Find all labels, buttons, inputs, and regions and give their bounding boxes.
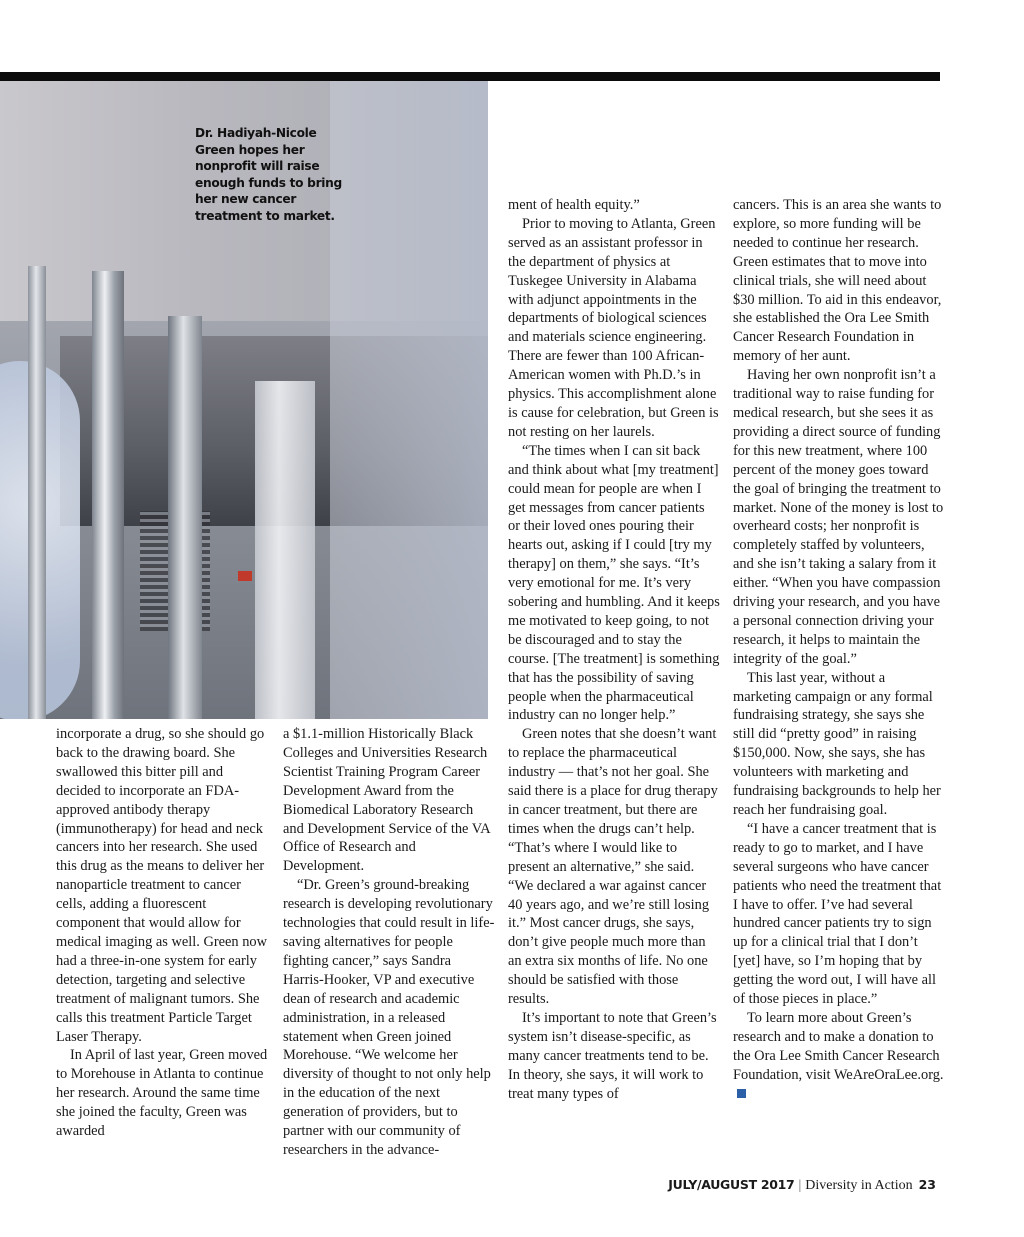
photo-metal-rod (28, 266, 46, 719)
paragraph: It’s important to note that Green’s system isn’t disease-specific, as many cancer treatments tend to be. In theory, she says, it will work to treat many types of (508, 1009, 717, 1102)
paragraph: Having her own nonprofit isn’t a traditional way to raise funding for medical research, but she sees it as providing a direct source of funding for this new treatment, where 100 percent of the money goes toward the goal of bringing the treatment to market. None of the money is lost to overheard costs; her nonprofit is completely staffed by volunteers, and she isn’t taking a salary from it either. “When you have compassion driving your research, and you have a personal connection driving your research, it helps to maintain the integrity of the goal.” (733, 367, 944, 667)
closing-paragraph-text: To learn more about Green’s research and to make a donation to the Ora Lee Smith Cancer Research Foundation, visit WeAreOraLee.org. (733, 1009, 944, 1083)
paragraph: This last year, without a marketing campaign or any formal fundraising strategy, she says she still did “pretty good” in raising $150,000. Now, she says, she has volunteers with marketing and fundraising backgrounds to help her reach her fundraising goal. (733, 669, 941, 818)
photo-metal-rod (168, 316, 202, 719)
paragraph: cancers. This is an area she wants to explore, so more funding will be needed to continue her research. Green estimates that to move into clinical trials, she will need about $30 million. To aid in this endeavor, she established the Ora Lee Smith Cancer Research Foundation in memory of her aunt. (733, 197, 942, 365)
end-of-article-square-icon (737, 1089, 746, 1098)
page-footer (668, 1177, 936, 1194)
paragraph: a $1.1-million Historically Black Colleges and Universities Research Scientist Training Program Career Development Award from the Biomedical Laboratory Research and Development Service of the VA Office of Research and Development. (283, 726, 490, 875)
page-number: 23 (918, 1177, 936, 1192)
paragraph: In April of last year, Green moved to Morehouse in Atlanta to continue her research. Around the same time she joined the faculty, Green was awarded (56, 1047, 268, 1140)
magazine-name: Diversity in Action (805, 1178, 913, 1193)
photo-metal-rod (92, 271, 124, 719)
paragraph: “Dr. Green’s ground-breaking research is developing revolutionary technologies that could result in life-saving alternatives for people fighting cancer,” says Sandra Harris-Hooker, VP and executive dean of research and academic administration, in a released statement when Green joined Morehouse. “We welcome her diversity of thought to not only help in the education of the next generation of providers, but to partner with our community of researchers in the advance- (283, 877, 495, 1158)
paragraph (733, 1009, 945, 1104)
photo-metal-rod (255, 381, 315, 719)
top-rule (0, 72, 940, 81)
photo-red-indicator (238, 571, 252, 581)
paragraph: “The times when I can sit back and think about what [my treatment] could mean for people are when I get messages from cancer patients or their loved ones pouring their hearts out, asking if I could [try my therapy] on them,” she says. “It’s very emotional for me. It’s very sobering and humbling. And it keeps me motivated to keep going, to not be discouraged and to stay the course. [The treatment] is something that has the possibility of saving people when the pharmaceutical industry can no longer help.” (508, 442, 720, 724)
article-column-1 (56, 725, 268, 1141)
paragraph: Prior to moving to Atlanta, Green served as an assistant professor in the department of physics at Tuskegee University in Alabama with adjunct appointments in the departments of biological sciences and materials science engineering. There are fewer than 100 African-American women with Ph.D.’s in physics. This accomplishment alone is cause for celebration, but Green is not resting on her laurels. (508, 215, 719, 440)
article-column-4 (733, 196, 945, 1104)
article-column-2 (283, 725, 495, 1160)
paragraph: ment of health equity.” (508, 197, 640, 213)
issue-date: JULY/AUGUST 2017 (668, 1177, 795, 1192)
photo-caption: Dr. Hadiyah-Nicole Green hopes her nonprofit will raise enough funds to bring her new cancer treatment to market. (195, 126, 342, 223)
footer-separator: | (798, 1178, 802, 1193)
paragraph: “I have a cancer treatment that is ready to go to market, and I have several surgeons who have cancer patients who need the treatment that I have to offer. I’ve had several hundred cancer patients try to sign up for a clinical trial that I don’t [yet] have, so I’m hoping that by getting the word out, I will have all of those pieces in place.” (733, 820, 942, 1008)
paragraph: incorporate a drug, so she should go back to the drawing board. She swallowed this bitter pill and decided to incorporate an FDA-approved antibody therapy (immunotherapy) for head and neck cancers into her research. She used this drug as the means to deliver her nanoparticle treatment to cancer cells, adding a fluorescent component that would allow for medical imaging as well. Green now had a three-in-one system for early detection, targeting and selective treatment of malignant tumors. She calls this treatment Particle Target Laser Therapy. (56, 726, 267, 1045)
paragraph: Green notes that she doesn’t want to replace the pharmaceutical industry — that’s not her goal. She said there is a place for drug therapy in cancer treatment, but there are times when the drugs can’t help. “That’s where I would like to present an alternative,” she said. “We declared a war against cancer 40 years ago, and we’re still losing it.” Most cancer drugs, she says, don’t give people much more than an extra six months of life. No one should be satisfied with those results. (508, 726, 718, 1008)
photo-blurred-foreground (330, 81, 488, 719)
article-column-3 (508, 196, 720, 1104)
